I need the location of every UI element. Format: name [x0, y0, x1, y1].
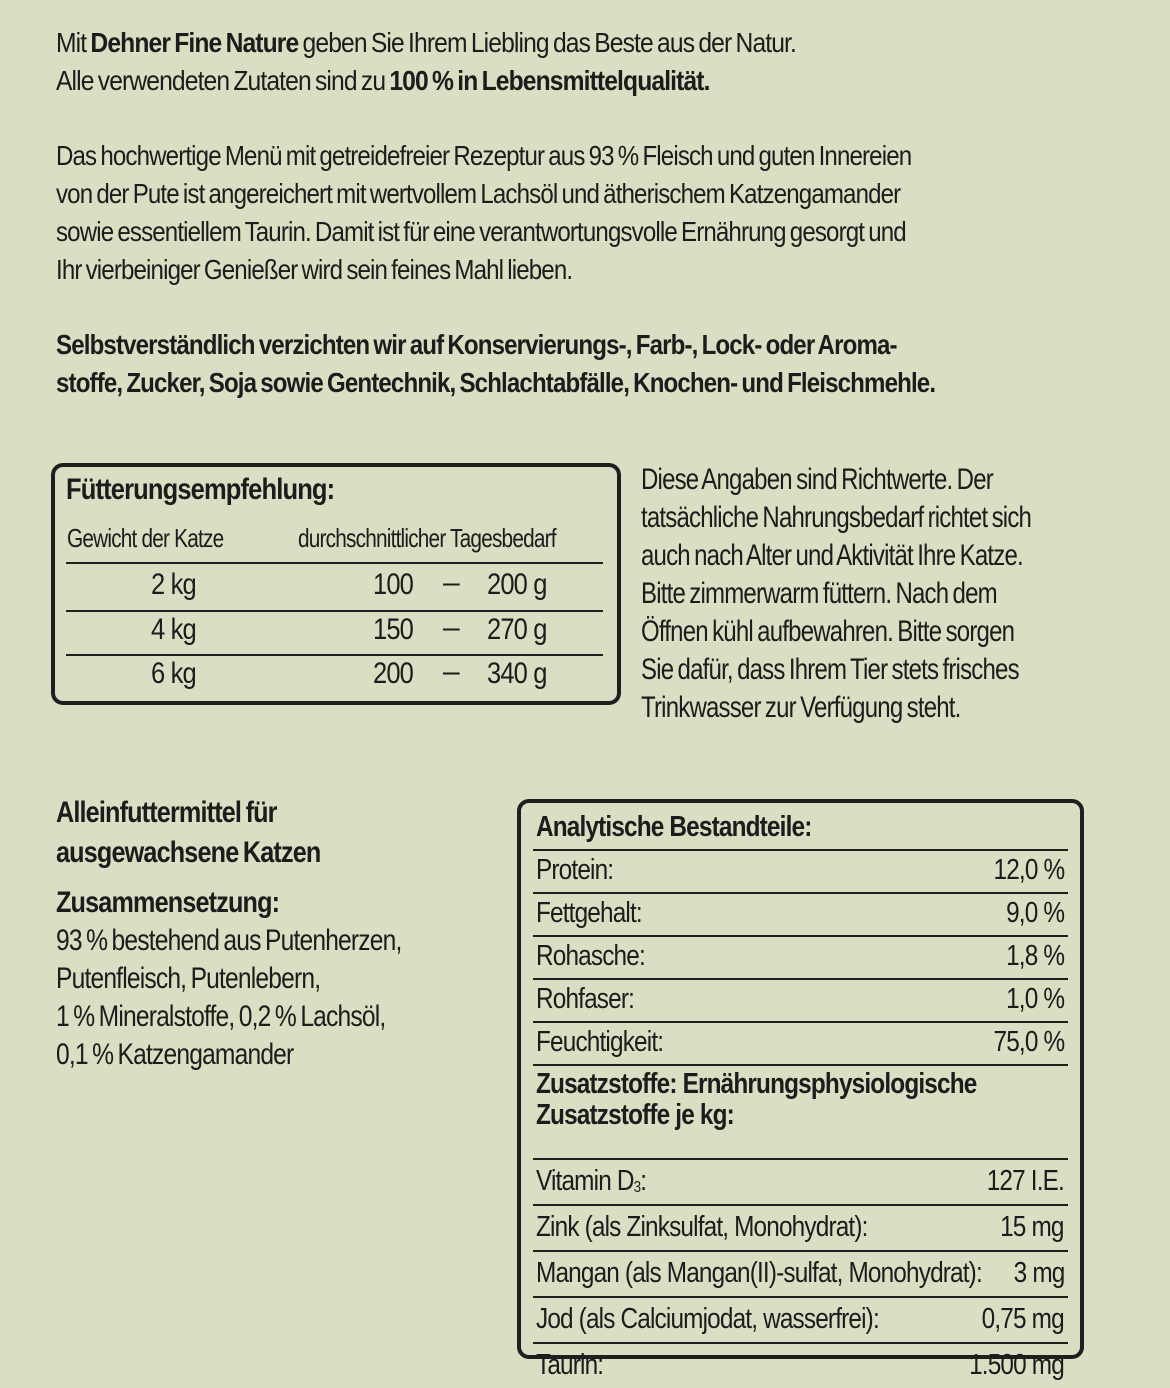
- cell-max-text: 270 g: [487, 613, 547, 646]
- additive-label: [536, 1165, 667, 1198]
- cell-weight-text: 4 kg: [151, 613, 196, 646]
- free-of-paragraph: [56, 326, 935, 402]
- analysis-title-row: [533, 803, 1068, 851]
- feeding-row: [55, 564, 617, 608]
- additive-label-text: Mangan (als Mangan(II)-sulfat, Monohydrat):: [536, 1257, 982, 1289]
- feeding-row: [55, 609, 617, 653]
- additive-label: [536, 1349, 616, 1382]
- additive-label: [536, 1257, 1067, 1290]
- analysis-label: [536, 983, 653, 1016]
- analysis-value: [980, 854, 1064, 887]
- recipe-line: von der Pute ist angereichert mit wertvollem Lachsöl und ätherischem Katzengamander: [56, 178, 901, 209]
- additive-value: [972, 1165, 1064, 1198]
- feeding-title-text: Fütterungsempfehlung:: [66, 473, 335, 506]
- note-line: tatsächliche Nahrungsbedarf richtet sich: [641, 501, 1032, 534]
- composition-line: 0,1 % Katzengamander: [56, 1038, 294, 1071]
- cell-max-text: 200 g: [487, 568, 547, 601]
- cell-max-text: 340 g: [487, 657, 547, 690]
- header-cat-weight-text: Gewicht der Katze: [67, 523, 224, 553]
- header-cat-weight: [67, 523, 262, 554]
- composition-line: 93 % bestehend aus Putenherzen,: [56, 924, 402, 957]
- analysis-row: [533, 937, 1068, 980]
- composition-list: [56, 922, 402, 1074]
- additive-value: [951, 1349, 1064, 1382]
- range-dash: –: [443, 566, 459, 599]
- analysis-value: [995, 940, 1064, 973]
- analysis-label-text: Fettgehalt:: [536, 897, 642, 929]
- product-type: [56, 793, 320, 873]
- free-of-line: stoffe, Zucker, Soja sowie Gentechnik, Schlachtabfälle, Knochen- und Fleischmehle.: [56, 367, 936, 398]
- intro-line-2: [56, 62, 796, 100]
- composition-line: Putenfleisch, Putenlebern,: [56, 962, 321, 995]
- note-line: Trinkwasser zur Verfügung steht.: [641, 691, 961, 724]
- cell-weight-text: 6 kg: [151, 657, 196, 690]
- additive-label-text: Taurin:: [536, 1349, 604, 1381]
- additives-heading-row: [533, 1066, 1068, 1160]
- composition-title-text: Zusammensetzung:: [56, 886, 280, 919]
- additive-value: [988, 1211, 1064, 1244]
- recipe-line: sowie essentiellem Taurin. Damit ist für eine verantwortungsvolle Ernährung gesorgt und: [56, 216, 906, 247]
- additive-value: [1004, 1257, 1064, 1290]
- analysis-label: [536, 1026, 687, 1059]
- free-of-line: Selbstverständlich verzichten wir auf Konservierungs-, Farb-, Lock- oder Aroma-: [56, 329, 897, 360]
- note-line: Sie dafür, dass Ihrem Tier stets frisches: [641, 653, 1019, 686]
- additive-value-text: 3 mg: [1013, 1257, 1064, 1289]
- additive-row: [533, 1252, 1068, 1298]
- additive-value: [966, 1303, 1064, 1336]
- range-dash: –: [443, 655, 459, 688]
- cell-min-text: 200: [373, 657, 414, 690]
- feeding-row: [55, 653, 617, 697]
- analysis-value-text: 9,0 %: [1005, 897, 1064, 929]
- analysis-row: [533, 894, 1068, 937]
- intro-line-2-prefix: Alle verwendeten Zutaten sind zu: [56, 65, 390, 96]
- vitamin-d3-label: [536, 1165, 646, 1198]
- analysis-label-text: Feuchtigkeit:: [536, 1026, 664, 1058]
- note-line: auch nach Alter und Aktivität Ihre Katze.: [641, 539, 1023, 572]
- intro-line-1-suffix: geben Sie Ihrem Liebling das Beste aus der Natur.: [298, 27, 796, 58]
- feeding-note: [641, 461, 1031, 727]
- additive-label-text: Jod (als Calciumjodat, wasserfrei):: [536, 1303, 879, 1335]
- analysis-title-text: Analytische Bestandteile:: [536, 811, 812, 843]
- analysis-row: [533, 980, 1068, 1023]
- product-type-line: ausgewachsene Katzen: [56, 836, 321, 869]
- analysis-label: [536, 854, 628, 887]
- recipe-line: Ihr vierbeiniger Genießer wird sein feines Mahl lieben.: [56, 254, 573, 285]
- composition-line: 1 % Mineralstoffe, 0,2 % Lachsöl,: [56, 1000, 386, 1033]
- feeding-recommendation-table: [51, 463, 621, 705]
- vitamin-colon: :: [640, 1165, 647, 1197]
- additive-value-text: 0,75 mg: [981, 1303, 1064, 1335]
- feeding-title: [66, 473, 382, 507]
- analysis-value: [995, 897, 1064, 930]
- additive-row: [533, 1298, 1068, 1344]
- cell-min-text: 150: [373, 613, 414, 646]
- header-daily-need: [298, 523, 620, 554]
- analytical-constituents-table: [517, 799, 1084, 1381]
- additive-label: [536, 1303, 944, 1336]
- intro-line-1-prefix: Mit: [56, 27, 91, 58]
- brand-name: Dehner Fine Nature: [90, 27, 299, 58]
- analysis-title: [536, 811, 864, 844]
- intro-paragraph: [56, 24, 796, 100]
- analysis-table-body: [533, 803, 1068, 1388]
- analysis-value-text: 75,0 %: [993, 1026, 1064, 1058]
- food-quality-claim: 100 % in Lebensmittelqualität.: [389, 65, 710, 96]
- analysis-row: [533, 1023, 1068, 1066]
- analysis-label-text: Rohfaser:: [536, 983, 635, 1015]
- note-line: Öffnen kühl aufbewahren. Bitte sorgen: [641, 615, 1015, 648]
- note-line: Diese Angaben sind Richtwerte. Der: [641, 463, 993, 496]
- additive-value-text: 1.500 mg: [969, 1349, 1064, 1381]
- composition-title: [56, 884, 279, 922]
- analysis-label: [536, 940, 666, 973]
- product-type-line: Alleinfuttermittel für: [56, 796, 277, 829]
- cell-weight-text: 2 kg: [151, 568, 196, 601]
- additive-row: [533, 1160, 1068, 1206]
- additive-value-text: 127 I.E.: [986, 1165, 1064, 1197]
- vitamin-label-text: Vitamin D: [536, 1165, 634, 1197]
- additive-value-text: 15 mg: [1000, 1211, 1064, 1243]
- vitamin-subscript: 3: [633, 1179, 641, 1196]
- header-daily-need-text: durchschnittlicher Tagesbedarf: [298, 523, 556, 553]
- analysis-label-text: Protein:: [536, 854, 614, 886]
- analysis-value-text: 1,0 %: [1005, 983, 1064, 1015]
- analysis-label: [536, 897, 662, 930]
- cell-min-text: 100: [373, 568, 414, 601]
- additives-heading-line: Zusatzstoffe: Ernährungsphysiologische: [536, 1068, 977, 1100]
- analysis-value-text: 12,0 %: [993, 854, 1064, 886]
- analysis-row: [533, 851, 1068, 894]
- analysis-value-text: 1,8 %: [1005, 940, 1064, 972]
- range-dash: –: [443, 611, 459, 644]
- analysis-value: [980, 1026, 1064, 1059]
- additive-row: [533, 1344, 1068, 1388]
- recipe-line: Das hochwertige Menü mit getreidefreier Rezeptur aus 93 % Fleisch und guten Innereien: [56, 140, 912, 171]
- additive-row: [533, 1206, 1068, 1252]
- analysis-value: [995, 983, 1064, 1016]
- additives-heading: [536, 1069, 1060, 1131]
- additives-heading-line: Zusatzstoffe je kg:: [536, 1099, 734, 1131]
- intro-line-1: [56, 24, 796, 62]
- analysis-label-text: Rohasche:: [536, 940, 645, 972]
- recipe-paragraph: [56, 137, 911, 289]
- additive-label-text: Zink (als Zinksulfat, Monohydrat):: [536, 1211, 868, 1243]
- additive-label: [536, 1211, 931, 1244]
- note-line: Bitte zimmerwarm füttern. Nach dem: [641, 577, 997, 610]
